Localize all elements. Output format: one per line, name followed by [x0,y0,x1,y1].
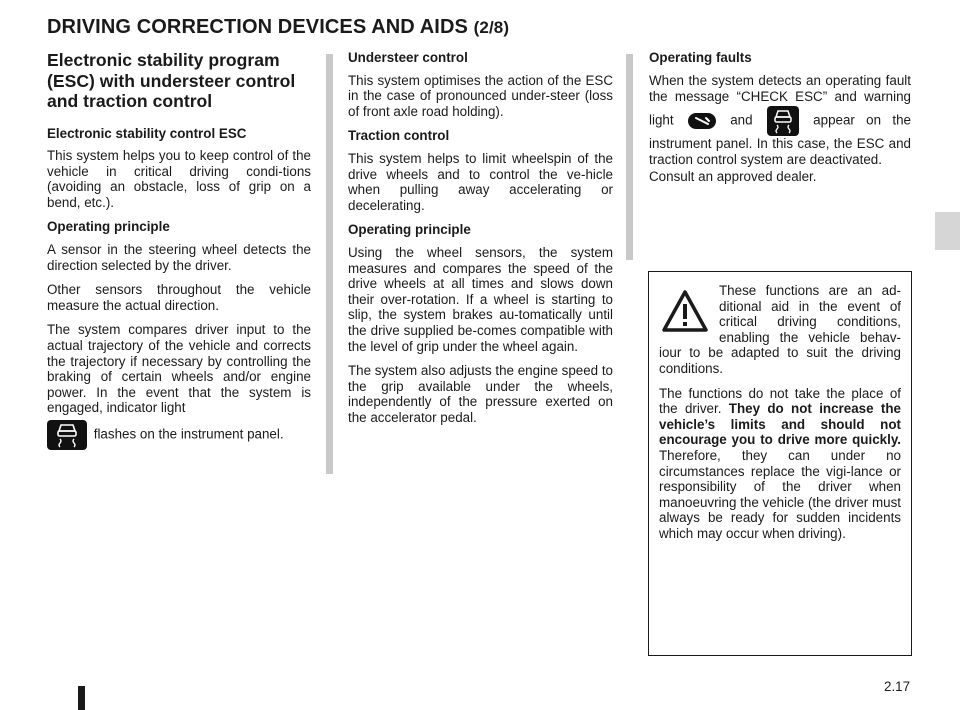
warning-text: The functions do not take the place of the driver. [659,385,901,417]
subheading: Operating principle [348,222,471,238]
paragraph-text: flashes on the instrument panel. [93,426,284,442]
chapter-tab [935,212,960,250]
page-title [47,16,509,39]
paragraph [649,73,911,186]
paragraph-text: appear on the instrument panel. In this case, the ESC and traction control system are deactivated. [649,112,911,168]
esc-indicator-icon [47,420,87,450]
paragraph [47,420,311,450]
paragraph: Using the wheel sensors, the system measures and compares the speed of the drive wheels at all times and slows down their over-rotation. If a wheel is starting to slip, the system brakes au-tomatically until the drive supplied be-comes compatible with the level of grip under the wheel again. [348,244,613,354]
paragraph [47,322,311,416]
paragraph: This system helps you to keep control of the vehicle in critical driving condi-tions (avoiding an obstacle, loss of grip on a bend, etc.). [47,148,311,210]
subheading: Understeer control [348,50,468,65]
subheading: Operating faults [649,50,752,65]
paragraph: This system optimises the action of the ESC in the case of pronounced under-steer (loss of front axle road holding). [348,72,613,119]
service-warning-icon [688,113,716,129]
section-heading: Electronic stability program (ESC) with understeer control and traction control [47,50,296,111]
subheading: Electronic stability control ESC [47,125,247,141]
column-divider [326,54,333,474]
title-text: DRIVING CORRECTION DEVICES AND AIDS [47,16,468,38]
warning-box [648,271,912,656]
subheading: Operating principle [47,219,170,235]
paragraph: This system helps to limit wheelspin of the drive wheels and to control the ve-hicle when pulling away accelerating or decelerating. [348,150,613,213]
section-number: (2/8) [473,18,510,37]
warning-text: Therefore, they can under no circumstances replace the vigi-lance or responsibility of the driver when manoeuvring the vehicle (the driver must always be ready for sudden incidents which may occur when driving). [659,447,901,541]
column-esc [47,50,311,459]
warning-emphasis: They do not increase the vehicle’s limits and should not encourage you to drive more quickly. [659,401,901,448]
esc-warning-icon [767,106,799,136]
paragraph: Other sensors throughout the vehicle measure the actual direction. [47,282,311,313]
subheading: Traction control [348,128,450,144]
warning-triangle-icon [661,287,709,335]
page-edge-mark [78,686,85,710]
column-divider [626,54,633,260]
warning-paragraph [659,386,901,542]
paragraph-text: Consult an approved dealer. [649,168,817,184]
warning-paragraph: These functions are an ad-ditional aid in the event of critical driving conditions, enabling the vehicle behav-iour to be adapted to suit the driving conditions. [659,283,901,376]
paragraph: The system also adjusts the engine speed to the grip available under the wheels, independently of the pressure exerted on the accelerator pedal. [348,363,613,425]
paragraph: A sensor in the steering wheel detects the direction selected by the driver. [47,242,311,273]
paragraph-text: and [730,112,753,128]
column-faults [649,50,911,194]
paragraph-text: When the system detects an operating fault the message “CHECK ESC” and warning light [649,72,911,128]
paragraph-text: The system compares driver input to the actual trajectory of the vehicle and corrects the trajectory if necessary by controlling the braking of certain wheels and/or engine power. In the event that the system is engaged, indicator light [47,322,311,416]
page-number: 2.17 [884,679,911,694]
column-understeer [348,50,613,434]
